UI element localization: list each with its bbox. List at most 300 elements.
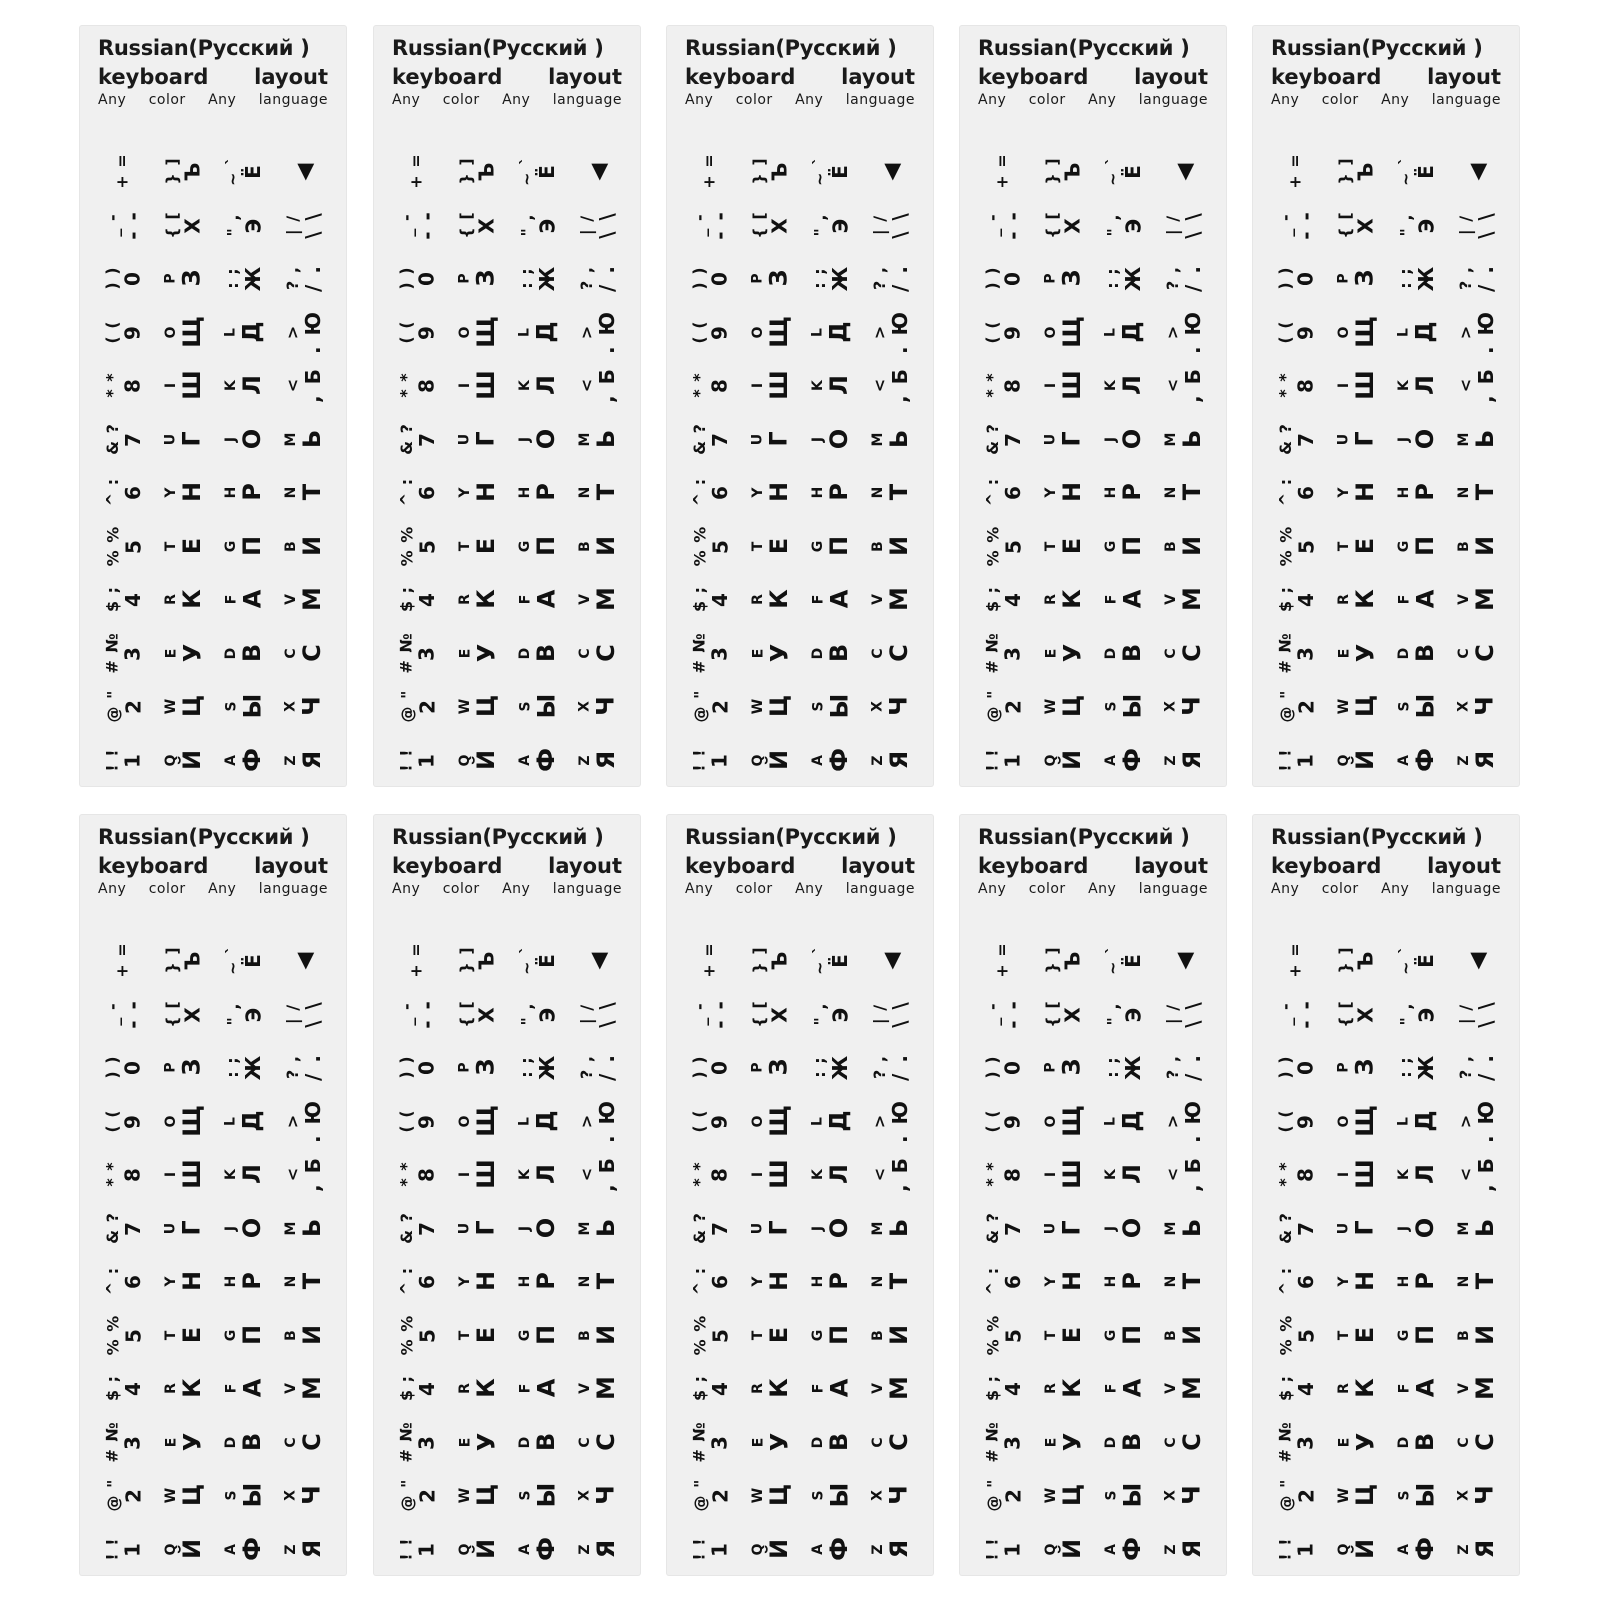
key-top-legend: F: [516, 1382, 533, 1394]
key-top-legend: " ,: [1395, 1002, 1415, 1025]
sticker-header: [685, 34, 915, 109]
key-legend: [699, 153, 720, 189]
key-legend: [1337, 1105, 1377, 1137]
key-legend: [1278, 1479, 1316, 1512]
sticker-tagline: [392, 880, 622, 898]
key-legend: [516, 156, 559, 186]
key-label: [1327, 412, 1387, 466]
key-legend: [699, 942, 720, 978]
key-legend: [578, 1273, 618, 1289]
key-bottom-legend: 6: [415, 484, 439, 500]
key-legend: [1044, 1058, 1084, 1075]
key-top-legend: B: [1163, 539, 1179, 552]
key-top-legend: @ ": [690, 689, 709, 723]
key-legend: [579, 1156, 617, 1192]
key-label: [388, 358, 448, 412]
key-top-legend: ^ :: [397, 1266, 416, 1296]
key-top-legend: | /: [1162, 214, 1182, 235]
key-legend: [285, 367, 323, 403]
key-bottom-legend: 4: [414, 591, 439, 607]
key-bottom-legend: И: [592, 535, 620, 556]
sticker-subtitle: [978, 852, 1208, 880]
key-top-legend: R: [1043, 593, 1059, 605]
tagline-word: Any: [98, 92, 127, 108]
key-label: [1267, 358, 1327, 412]
key-top-legend: G: [1396, 1328, 1412, 1341]
key-legend: [869, 210, 912, 239]
key-top-legend: U: [456, 432, 473, 445]
key-label: [1154, 412, 1214, 466]
key-top-legend: ? ,: [1163, 1055, 1182, 1079]
keyboard-sticker-sheet: [667, 26, 933, 786]
key-bottom-legend: Р: [532, 483, 560, 501]
key-bottom-legend: Ф: [532, 1536, 560, 1561]
key-label: [801, 626, 861, 680]
key-bottom-legend: Ъ: [1061, 949, 1085, 971]
subtitle-keyboard: keyboard: [978, 854, 1089, 878]
key-legend: [1275, 1420, 1318, 1463]
key-legend: [1162, 210, 1205, 239]
key-legend: [1457, 1218, 1497, 1236]
key-top-legend: # №: [102, 631, 122, 674]
key-top-legend: | /: [869, 214, 889, 235]
key-top-legend: ^ :: [983, 477, 1002, 507]
key-bottom-legend: 5: [414, 1326, 439, 1343]
tagline-word: color: [1028, 881, 1066, 897]
key-label: [1154, 1468, 1214, 1522]
key-top-legend: O: [456, 1114, 473, 1127]
key-bottom-legend: Ч: [592, 1485, 620, 1505]
key-label: [1387, 1147, 1447, 1201]
key-label: [568, 1468, 628, 1522]
key-bottom-legend: Ы: [238, 693, 266, 719]
key-bottom-legend: Ф: [825, 1536, 853, 1561]
key-legend: [1275, 1536, 1318, 1561]
key-bottom-legend: , Б: [301, 1156, 325, 1192]
tagline-word: Any: [978, 881, 1007, 897]
tagline-word: Any: [685, 92, 714, 108]
key-bottom-legend: Ц: [177, 1483, 206, 1507]
key-bottom-legend: Х: [1354, 215, 1378, 234]
key-top-legend: & ?: [690, 1211, 709, 1244]
key-legend: [102, 631, 145, 674]
key-legend: [1337, 537, 1377, 553]
key-legend: [1162, 1098, 1205, 1143]
key-legend: [1337, 316, 1377, 348]
key-bottom-legend: Ё: [827, 952, 852, 968]
key-top-legend: $ ;: [982, 1374, 1002, 1402]
key-label: [1094, 251, 1154, 305]
key-label: [974, 1094, 1034, 1148]
key-top-legend: # №: [1275, 631, 1295, 674]
key-legend: [578, 1218, 618, 1236]
key-top-legend: Z: [576, 753, 593, 766]
keyboard-sticker-sheet: [667, 815, 933, 1575]
key-legend: [224, 321, 264, 342]
key-legend: [1395, 213, 1438, 236]
key-label: [1154, 1522, 1214, 1576]
key-top-legend: >: [1162, 324, 1182, 339]
key-legend: [689, 1374, 732, 1402]
key-label: [741, 1201, 801, 1255]
key-label: [974, 144, 1034, 198]
key-legend: [1104, 1217, 1144, 1237]
key-label: [1094, 412, 1154, 466]
key-label: [1034, 358, 1094, 412]
key-top-legend: ! !: [982, 1536, 1002, 1561]
key-bottom-legend: 4: [120, 1380, 145, 1396]
key-bottom-legend: 1: [1293, 751, 1318, 768]
key-top-legend: $ ;: [689, 585, 709, 613]
key-label: [741, 465, 801, 519]
key-label: [741, 1468, 801, 1522]
key-legend: [396, 209, 439, 240]
key-label: [214, 1468, 274, 1522]
key-bottom-legend: П: [1118, 535, 1146, 556]
key-legend: [1337, 695, 1377, 717]
key-top-legend: A: [223, 1542, 239, 1555]
key-legend: [1397, 1217, 1437, 1237]
key-bottom-legend: О: [532, 428, 560, 449]
tagline-word: language: [258, 881, 328, 897]
key-legend: [751, 1105, 791, 1137]
key-legend: [282, 1098, 325, 1143]
key-bottom-legend: А: [531, 1378, 560, 1398]
key-label: [568, 1308, 628, 1362]
key-top-legend: H: [1103, 485, 1119, 499]
key-top-legend: } ]: [163, 157, 182, 185]
key-top-legend: ) ): [689, 266, 709, 290]
key-bottom-legend: 9: [707, 323, 732, 340]
key-top-legend: D: [1102, 1435, 1119, 1448]
key-legend: [751, 1484, 791, 1506]
key-legend: [224, 1379, 264, 1398]
key-top-legend: _ -: [982, 1001, 1002, 1026]
key-legend: [102, 1108, 145, 1133]
key-bottom-legend: / .: [595, 264, 619, 292]
key-bottom-legend: З: [178, 1058, 206, 1076]
key-bottom-legend: Ж: [534, 1053, 559, 1081]
key-bottom-legend: / .: [888, 264, 912, 292]
key-bottom-legend: К: [765, 1378, 793, 1398]
key-legend: [578, 696, 618, 715]
key-bottom-legend: 9: [414, 1112, 439, 1129]
key-label: [274, 987, 334, 1041]
key-bottom-legend: Я: [884, 1539, 913, 1558]
key-label: [1447, 1094, 1507, 1148]
key-label: [448, 679, 508, 733]
key-top-legend: ^ :: [690, 477, 709, 507]
sticker-tagline: [98, 91, 328, 109]
key-label: [974, 1147, 1034, 1201]
sticker-tagline: [978, 91, 1208, 109]
key-top-legend: J: [810, 1224, 826, 1231]
key-legend: [578, 1485, 618, 1504]
key-label: [1267, 733, 1327, 787]
key-legend: [751, 749, 791, 769]
key-top-legend: P: [457, 1061, 473, 1073]
key-bottom-legend: , Б: [888, 367, 912, 403]
key-label: [801, 1094, 861, 1148]
key-top-legend: K: [517, 1168, 533, 1180]
key-legend: [811, 1432, 851, 1450]
sticker-tagline: [1271, 91, 1501, 109]
key-top-legend: ~ `: [222, 156, 242, 186]
key-label: [388, 733, 448, 787]
key-bottom-legend: Э: [1413, 1005, 1438, 1022]
key-legend: [292, 162, 316, 181]
backspace-arrow-icon: ◀: [878, 161, 904, 181]
key-top-legend: >: [576, 1113, 596, 1128]
key-top-legend: W: [749, 1486, 766, 1504]
key-bottom-legend: Й: [765, 1538, 793, 1559]
key-top-legend: ~ `: [809, 156, 829, 186]
key-top-legend: * *: [1276, 1161, 1295, 1187]
key-top-legend: T: [1043, 1329, 1059, 1340]
backspace-arrow-key: [861, 144, 921, 198]
key-top-legend: C: [1163, 646, 1179, 659]
key-label: [1387, 305, 1447, 359]
key-legend: [284, 750, 324, 768]
key-bottom-legend: 0: [1293, 1059, 1318, 1075]
key-bottom-legend: 5: [120, 537, 145, 554]
key-bottom-legend: . Ю: [1473, 309, 1498, 354]
key-legend: [516, 213, 559, 236]
key-bottom-legend: Ц: [1350, 694, 1379, 718]
key-label: [974, 626, 1034, 680]
key-label: [1387, 519, 1447, 573]
key-top-legend: N: [577, 1274, 593, 1288]
key-bottom-legend: 8: [1294, 1166, 1318, 1182]
key-label: [214, 144, 274, 198]
key-bottom-legend: С: [298, 1432, 326, 1451]
key-bottom-legend: 3: [414, 644, 439, 661]
key-top-legend: + =: [992, 942, 1012, 978]
key-legend: [871, 696, 911, 715]
key-bottom-legend: 5: [1293, 537, 1318, 554]
key-bottom-legend: В: [824, 1432, 853, 1451]
key-bottom-legend: 7: [121, 430, 145, 447]
key-label: [681, 1201, 741, 1255]
sticker-title: Russian(Русский ): [978, 825, 1190, 849]
key-grid: [681, 144, 921, 776]
key-label: [1267, 1040, 1327, 1094]
key-bottom-legend: Д: [1411, 1109, 1439, 1132]
tagline-word: language: [258, 92, 328, 108]
key-label: [974, 251, 1034, 305]
key-top-legend: <: [1163, 377, 1182, 393]
key-legend: [579, 264, 617, 292]
key-legend: [1457, 644, 1497, 662]
key-label: [1094, 358, 1154, 412]
subtitle-keyboard: keyboard: [392, 65, 503, 89]
key-legend: [751, 1220, 791, 1235]
key-top-legend: Q: [1336, 1542, 1352, 1555]
key-legend: [222, 156, 265, 186]
key-label: [861, 358, 921, 412]
key-label: [1327, 1522, 1387, 1576]
key-top-legend: @ ": [103, 1478, 122, 1512]
key-label: [568, 519, 628, 573]
key-bottom-legend: . Ю: [1180, 309, 1205, 354]
key-label: [974, 1308, 1034, 1362]
key-bottom-legend: И: [1471, 1324, 1499, 1345]
key-top-legend: X: [577, 1489, 593, 1501]
key-legend: [982, 585, 1025, 613]
key-top-legend: # №: [982, 1420, 1002, 1463]
key-label: [1034, 1415, 1094, 1469]
key-top-legend: $ ;: [1275, 1374, 1295, 1402]
key-label: [1327, 251, 1387, 305]
key-legend: [982, 998, 1025, 1029]
key-legend: [1397, 1432, 1437, 1450]
key-bottom-legend: Э: [827, 1005, 852, 1022]
key-legend: [869, 999, 912, 1028]
key-top-legend: % %: [396, 1314, 416, 1355]
key-bottom-legend: - -: [120, 209, 145, 240]
key-label: [154, 305, 214, 359]
key-bottom-legend: Х: [181, 1004, 205, 1023]
key-top-legend: : ;: [809, 1056, 829, 1078]
key-legend: [1104, 1537, 1144, 1561]
key-top-legend: & ?: [103, 422, 122, 455]
key-top-legend: ? ,: [870, 1055, 889, 1079]
key-top-legend: <: [1456, 1166, 1475, 1182]
key-legend: [809, 1002, 852, 1025]
key-bottom-legend: Э: [240, 216, 265, 233]
key-legend: [1397, 748, 1437, 772]
key-label: [801, 1040, 861, 1094]
key-label: [1447, 1361, 1507, 1415]
key-top-legend: K: [223, 379, 239, 391]
key-bottom-legend: 6: [121, 484, 145, 500]
key-top-legend: ~ `: [1395, 945, 1415, 975]
key-top-legend: L: [517, 326, 533, 337]
key-label: [1094, 144, 1154, 198]
key-label: [568, 1040, 628, 1094]
key-top-legend: + =: [112, 153, 132, 189]
key-top-legend: O: [1042, 1114, 1059, 1127]
key-top-legend: V: [1455, 593, 1472, 605]
key-bottom-legend: Ъ: [181, 949, 205, 971]
key-label: [741, 626, 801, 680]
key-label: [1447, 626, 1507, 680]
key-label: [94, 1522, 154, 1576]
key-bottom-legend: 9: [120, 1112, 145, 1129]
key-top-legend: >: [869, 324, 889, 339]
key-bottom-legend: О: [825, 1217, 853, 1238]
key-bottom-legend: Щ: [177, 315, 206, 348]
key-label: [508, 358, 568, 412]
key-legend: [1164, 484, 1204, 500]
key-bottom-legend: Г: [177, 1219, 206, 1236]
key-label: [801, 933, 861, 987]
key-legend: [1172, 951, 1196, 970]
key-bottom-legend: / .: [1474, 1053, 1498, 1081]
key-top-legend: M: [1455, 431, 1472, 446]
key-bottom-legend: А: [1410, 589, 1439, 609]
key-bottom-legend: 5: [1000, 537, 1025, 554]
key-top-legend: L: [223, 326, 239, 337]
key-label: [1267, 679, 1327, 733]
key-legend: [105, 690, 143, 723]
key-label: [741, 1254, 801, 1308]
key-legend: [1285, 942, 1306, 978]
key-top-legend: C: [577, 646, 593, 659]
key-legend: [578, 1539, 618, 1557]
key-legend: [1395, 1053, 1438, 1081]
key-label: [861, 1094, 921, 1148]
key-top-legend: _ -: [396, 212, 416, 237]
key-bottom-legend: 1: [1293, 1540, 1318, 1557]
key-legend: [1455, 1098, 1498, 1143]
key-legend: [1455, 210, 1498, 239]
key-legend: [1397, 694, 1437, 719]
key-bottom-legend: Й: [1351, 1538, 1379, 1559]
key-label: [681, 1415, 741, 1469]
key-legend: [1275, 209, 1318, 240]
key-legend: [516, 1002, 559, 1025]
key-top-legend: W: [1042, 1486, 1059, 1504]
sticker-tagline: [685, 91, 915, 109]
key-legend: [1458, 264, 1496, 292]
key-bottom-legend: , Б: [595, 1156, 619, 1192]
key-label: [801, 572, 861, 626]
key-top-legend: } ]: [1043, 157, 1062, 185]
key-bottom-legend: Л: [238, 375, 266, 395]
key-grid: [974, 144, 1214, 776]
key-legend: [811, 1483, 851, 1508]
key-bottom-legend: З: [178, 269, 206, 287]
key-label: [681, 465, 741, 519]
key-top-legend: { [: [457, 210, 476, 239]
key-top-legend: I: [750, 1170, 766, 1178]
key-legend: [282, 309, 325, 354]
key-bottom-legend: Ь: [591, 429, 620, 448]
key-bottom-legend: З: [1058, 1058, 1086, 1076]
sticker-tagline: [98, 880, 328, 898]
key-bottom-legend: 2: [121, 1487, 145, 1503]
key-label: [1094, 1094, 1154, 1148]
key-label: [154, 358, 214, 412]
key-label: [94, 1361, 154, 1415]
key-bottom-legend: 7: [708, 430, 732, 447]
key-bottom-legend: П: [1118, 1324, 1146, 1345]
key-bottom-legend: Г: [764, 430, 793, 447]
key-label: [1034, 572, 1094, 626]
key-top-legend: Q: [163, 753, 179, 766]
backspace-arrow-key: [568, 144, 628, 198]
key-legend: [396, 1055, 439, 1079]
key-top-legend: { [: [457, 999, 476, 1028]
key-bottom-legend: Ё: [240, 952, 265, 968]
key-top-legend: ( (: [982, 1108, 1002, 1133]
key-legend: [871, 1376, 911, 1400]
sticker-title: Russian(Русский ): [978, 36, 1190, 60]
key-bottom-legend: Е: [178, 1326, 206, 1343]
key-label: [974, 465, 1034, 519]
key-label: [274, 1361, 334, 1415]
key-legend: [751, 537, 791, 553]
key-top-legend: J: [517, 435, 533, 442]
key-legend: [1397, 1110, 1437, 1131]
subtitle-keyboard: keyboard: [685, 65, 796, 89]
key-bottom-legend: С: [592, 1432, 620, 1451]
key-top-legend: >: [576, 324, 596, 339]
key-label: [448, 987, 508, 1041]
key-label: [1447, 1040, 1507, 1094]
key-bottom-legend: Ё: [1413, 163, 1438, 179]
